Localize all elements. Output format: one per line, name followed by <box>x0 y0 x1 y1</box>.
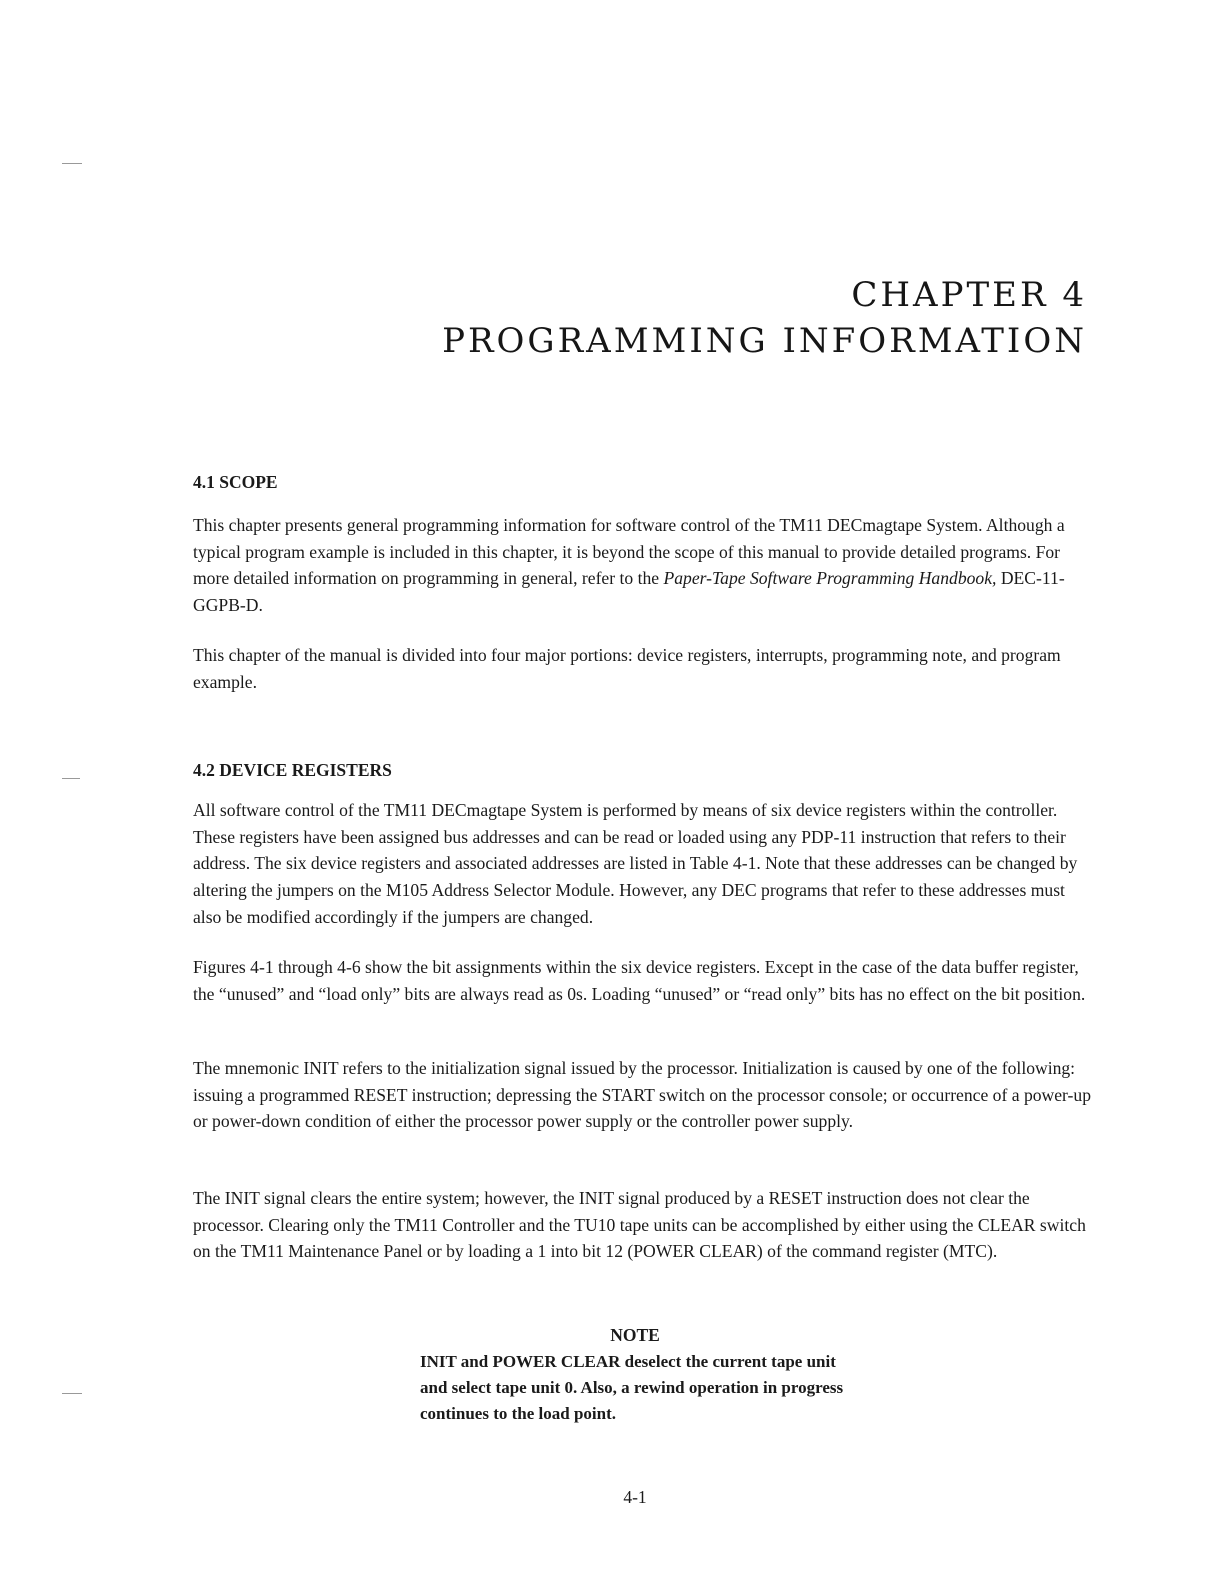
paragraph-registers-1: All software control of the TM11 DECmagtape System is performed by means of six device registers within the controller. These registers have been assigned bus addresses and can be read or loaded using any PDP-11 instruction that refers to their address. The six device registers and associated addresses are listed in Table 4-1. Note that these addresses can be changed by altering the jumpers on the M105 Address Selector Module. However, any DEC programs that refer to these addresses must also be modified accordingly if the jumpers are changed. <box>193 800 1078 927</box>
chapter-title: PROGRAMMING INFORMATION <box>442 321 1087 361</box>
section-heading-scope: 4.1 SCOPE <box>193 472 278 492</box>
margin-mark <box>62 1393 82 1394</box>
chapter-number: CHAPTER 4 <box>851 275 1087 315</box>
paragraph-registers-2: Figures 4-1 through 4-6 show the bit assignments within the six device registers. Except in the case of the data buffer register, the “unused” and “load only” bits are always read as 0s. Loading “unused” or “read only” bits has no effect on the bit position. <box>193 957 1086 1004</box>
handbook-title: Paper-Tape Software Programming Handbook, <box>663 568 997 589</box>
paragraph-init-1: The mnemonic INIT refers to the initialization signal issued by the processor. Initialization is caused by one of the following: issuing a programmed RESET instruction; depressing the START switch on the processor console; or occurrence of a power-up or power-down condition of either the processor power supply or the controller power supply. <box>193 1058 1092 1132</box>
paragraph-scope-1: This chapter presents general programming information for software control of the TM11 DECmagtape System. Although a typical program example is included in this chapter, it is beyond the scope of this manual to provide detailed programs. For more detailed information on programming in general, refer to the Paper-Tape Software Programming Handbook, DEC-11-GGPB-D. <box>193 515 1065 616</box>
margin-mark <box>62 778 80 779</box>
page-number: 4-1 <box>623 1487 647 1507</box>
margin-mark <box>62 163 82 164</box>
chapter-header <box>442 272 1087 364</box>
note-title: NOTE <box>610 1325 660 1345</box>
note-body: INIT and POWER CLEAR deselect the current tape unit and select tape unit 0. Also, a rewind operation in progress continues to the load point. <box>420 1352 844 1423</box>
paragraph-init-2: The INIT signal clears the entire system; however, the INIT signal produced by a RESET instruction does not clear the processor. Clearing only the TM11 Controller and the TU10 tape units can be accomplished by either using the CLEAR switch on the TM11 Maintenance Panel or by loading a 1 into bit 12 (POWER CLEAR) of the command register (MTC). <box>193 1188 1086 1262</box>
section-heading-device-registers: 4.2 DEVICE REGISTERS <box>193 760 392 780</box>
paragraph-scope-2: This chapter of the manual is divided into four major portions: device registers, interrupts, programming note, and program example. <box>193 645 1061 692</box>
